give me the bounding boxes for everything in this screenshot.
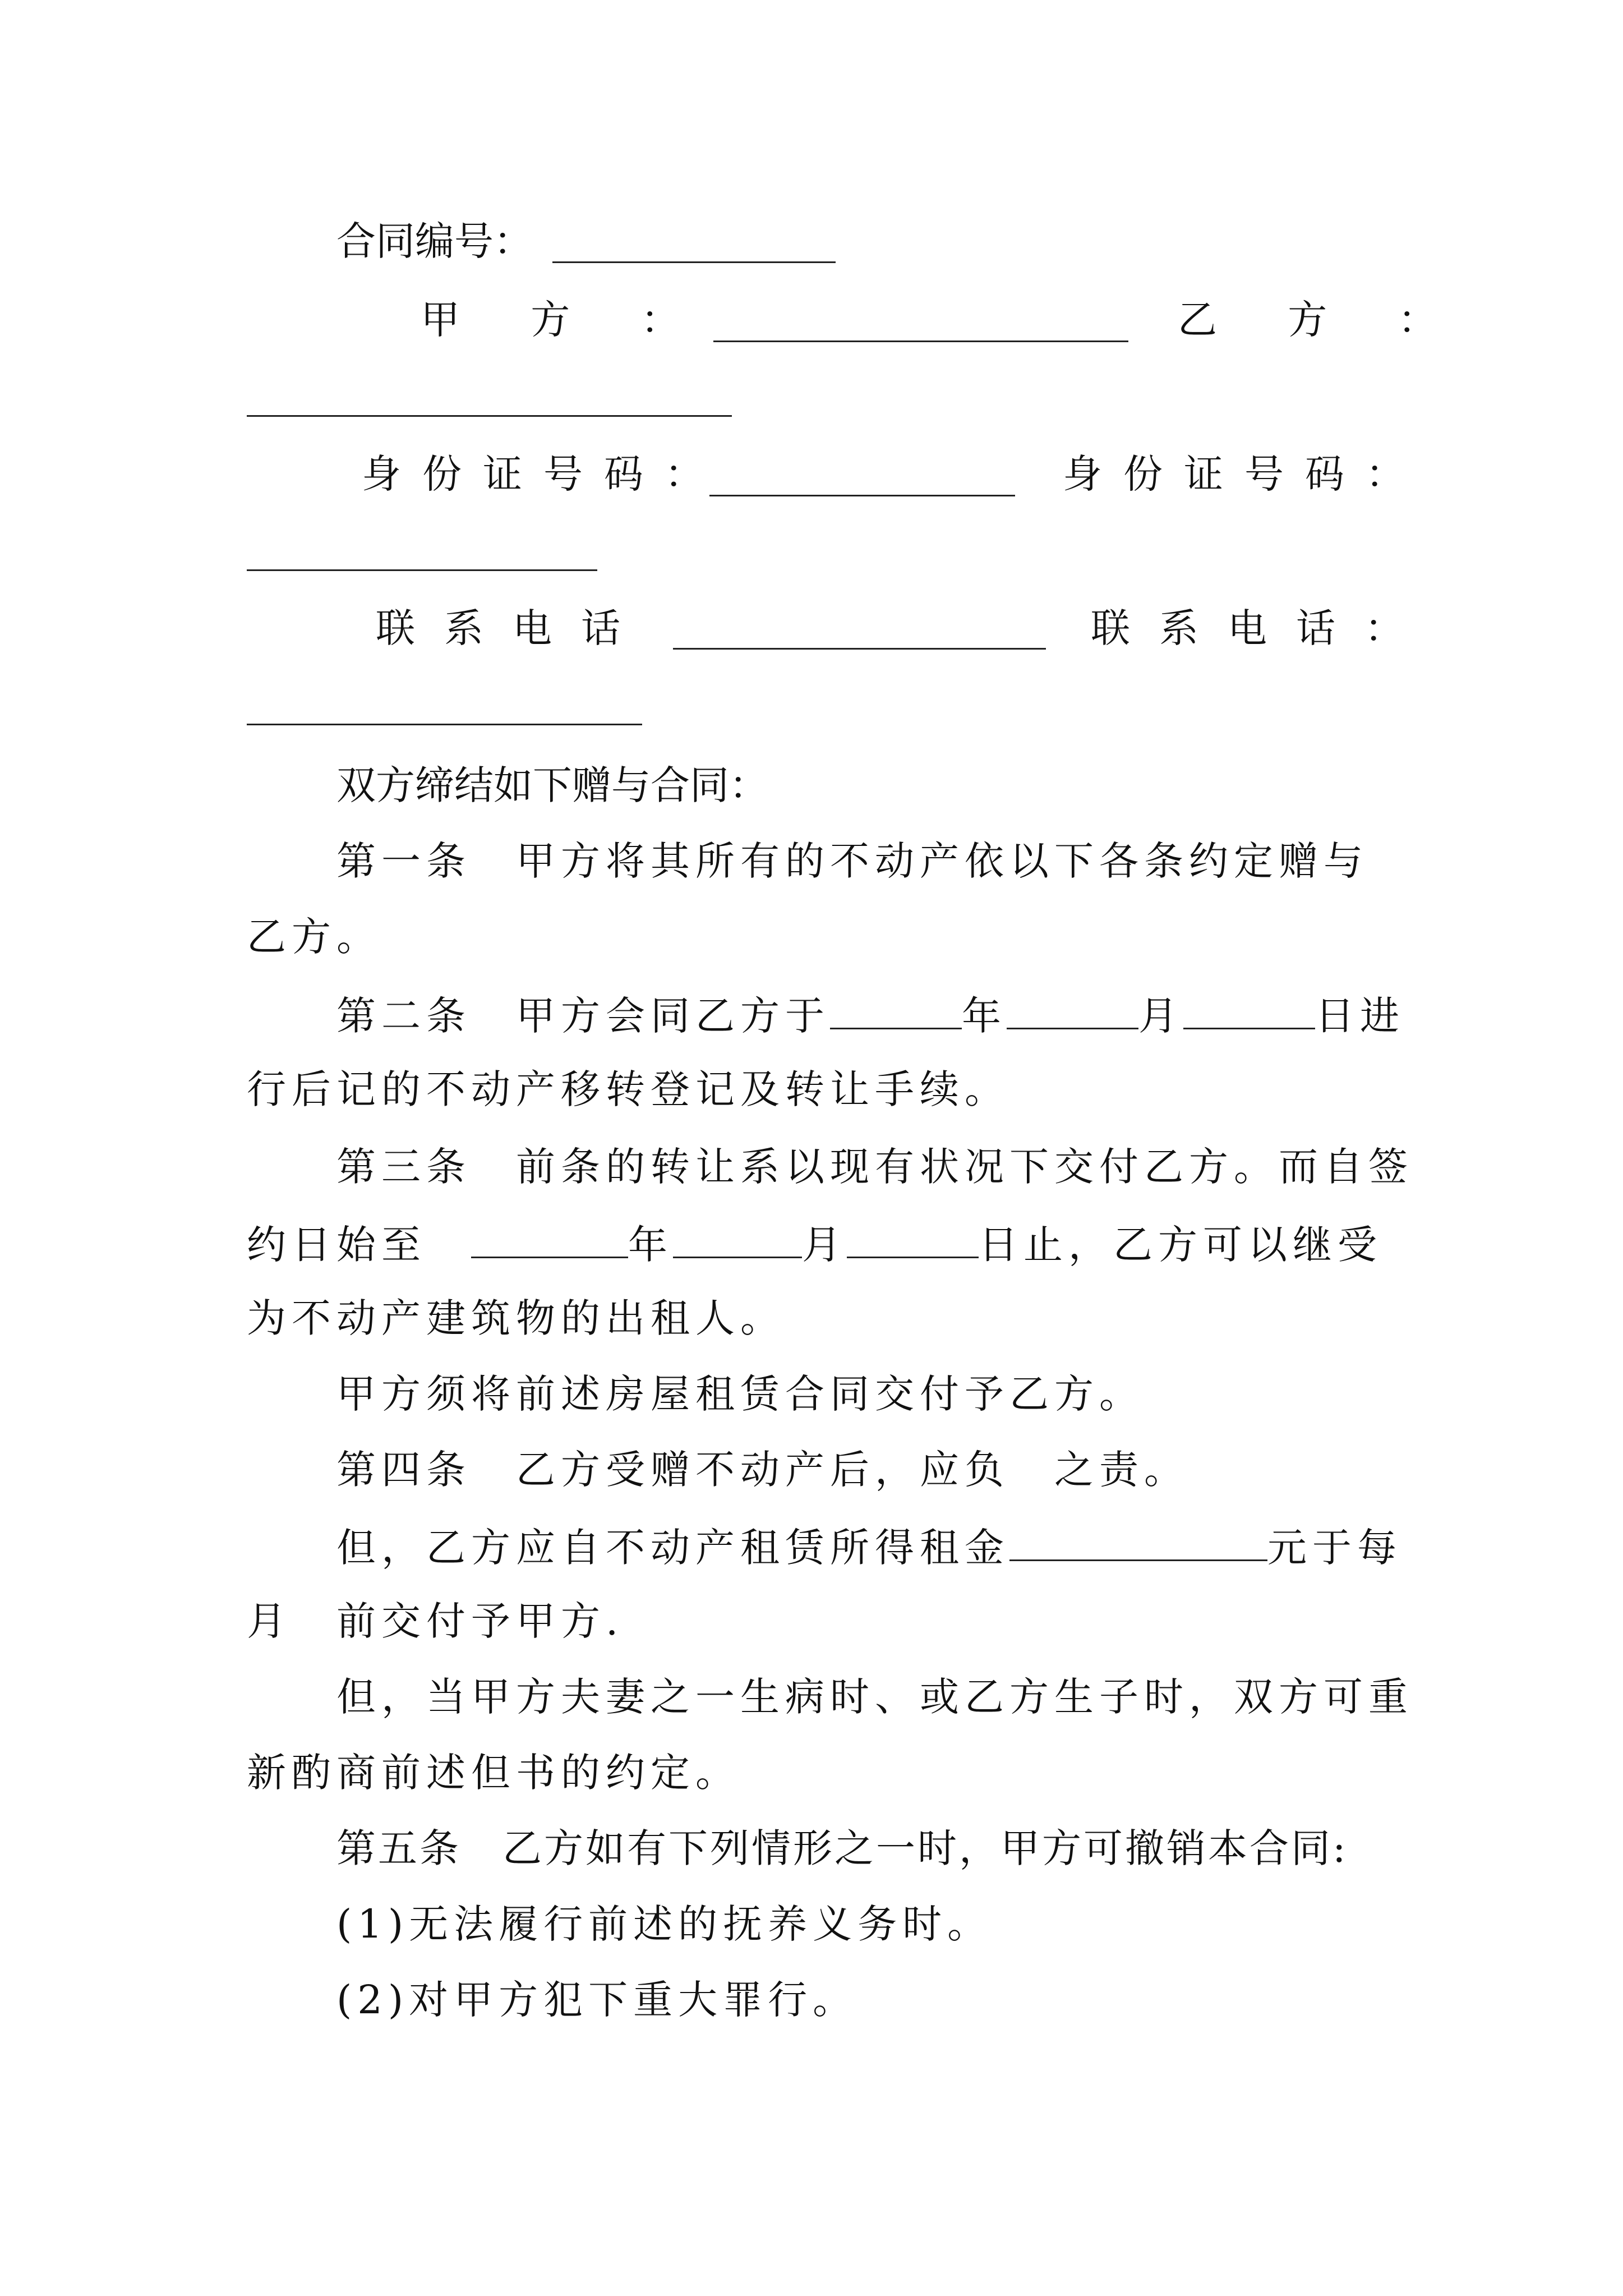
article-2-prefix: 第二条 甲方会同乙方于 [336, 993, 830, 1039]
article-4-rent-suffix: 元于每 [1267, 1525, 1402, 1571]
article-5-item-1: (1)无法履行前述的抚养义务时。 [336, 1901, 993, 1947]
article-2-month: 月 [1138, 993, 1183, 1039]
phone-a-label: 联系电话 [376, 605, 649, 651]
phone-b-label: 联系电话： [1091, 605, 1433, 651]
article-5-item-2: (2)对甲方犯下重大罪行。 [336, 1977, 858, 2023]
party-b-label: 乙 方 ： [1178, 297, 1467, 343]
article-4-line-1: 第四条 乙方受赠不动产后，应负 之责。 [336, 1447, 1189, 1493]
article-2-year: 年 [962, 993, 1007, 1039]
contract-no-label: 合同编号： [336, 218, 533, 264]
article-3-line-1: 第三条 前条的转让系以现有状况下交付乙方。而自签 [336, 1144, 1413, 1190]
article-4-line-2 [336, 1520, 1402, 1573]
article-3-line-2 [247, 1217, 1382, 1270]
article-3-year: 年 [628, 1222, 673, 1268]
article-2-day-blank[interactable] [1183, 988, 1315, 1029]
article-3-day-blank[interactable] [847, 1217, 979, 1258]
article-3-month-blank[interactable] [673, 1217, 802, 1258]
article-2-year-blank[interactable] [830, 988, 962, 1029]
article-4-line-3: 月 前交付予甲方. [247, 1598, 624, 1644]
id-b-blank[interactable] [247, 569, 597, 571]
id-b-label: 身份证号码： [1063, 451, 1426, 497]
article-2-line-2: 行后记的不动产移转登记及转让手续。 [247, 1066, 1009, 1112]
phone-a-blank[interactable] [673, 648, 1046, 650]
article-5-line-1: 第五条 乙方如有下列情形之一时，甲方可撤销本合同: [336, 1825, 1348, 1871]
article-4-line-5: 新酌商前述但书的约定。 [247, 1750, 740, 1796]
id-a-label: 身份证号码： [362, 451, 725, 497]
article-1-line-2: 乙方。 [247, 914, 381, 960]
article-4-line-4: 但，当甲方夫妻之一生病时、或乙方生子时，双方可重 [336, 1674, 1413, 1720]
article-3-suffix: 日止，乙方可以继受 [979, 1222, 1382, 1268]
article-2-month-blank[interactable] [1007, 988, 1138, 1029]
article-3-prefix: 约日始至 [247, 1222, 426, 1268]
party-a-blank[interactable] [713, 341, 1128, 342]
article-4-rent-prefix: 但，乙方应自不动产租赁所得租金 [336, 1525, 1009, 1571]
contract-no-blank[interactable] [552, 261, 836, 263]
article-3-line-4: 甲方须将前述房屋租赁合同交付予乙方。 [336, 1371, 1144, 1417]
article-2-day: 日进 [1315, 993, 1405, 1039]
phone-b-blank[interactable] [247, 724, 642, 725]
id-a-blank[interactable] [709, 495, 1015, 496]
article-2-line-1 [336, 988, 1405, 1041]
party-a-label: 甲 方 ： [421, 297, 709, 343]
party-b-blank[interactable] [247, 415, 732, 417]
article-4-rent-blank[interactable] [1009, 1520, 1267, 1561]
article-1-line-1: 第一条 甲方将其所有的不动产依以下各条约定赠与 [336, 838, 1368, 884]
article-3-line-3: 为不动产建筑物的出租人。 [247, 1295, 785, 1341]
article-3-year-blank[interactable] [471, 1217, 628, 1258]
intro-text: 双方缔结如下赠与合同： [336, 762, 768, 808]
article-3-month: 月 [802, 1222, 847, 1268]
